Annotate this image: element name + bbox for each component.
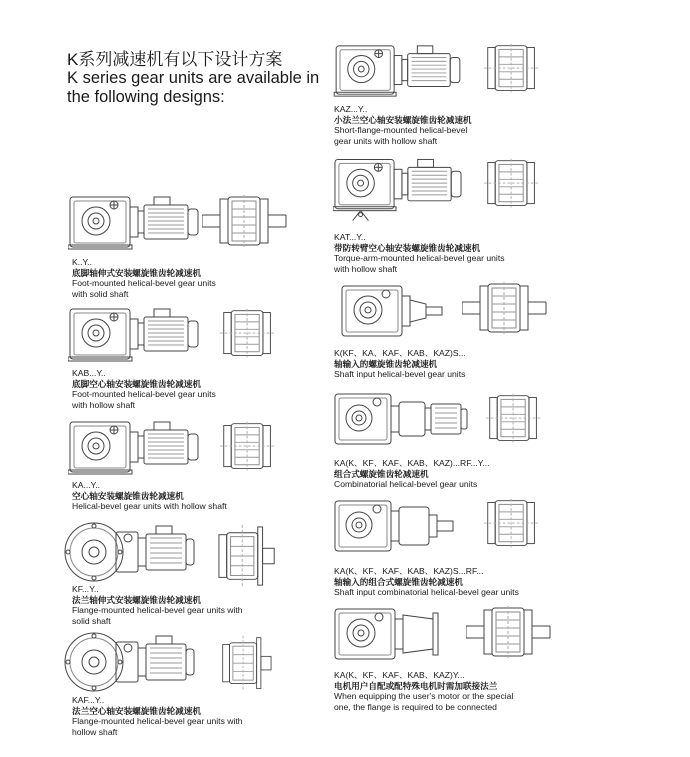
- caption-kab: [72, 368, 216, 410]
- caption-model: KA(K、KF、KAF、KAB、KAZ)S...RF...: [334, 566, 484, 576]
- caption-en: solid shaft: [72, 615, 111, 626]
- drawing-kaz-end: [484, 42, 540, 96]
- drawing-ks-side: [340, 282, 444, 340]
- caption-ks: [334, 348, 466, 380]
- caption-en: with hollow shaft: [334, 263, 398, 274]
- caption-zh: 组合式螺旋锥齿轮减速机: [334, 468, 429, 479]
- caption-zh: 空心轴安装螺旋锥齿轮减速机: [72, 490, 184, 501]
- caption-zh: 法兰空心轴安装螺旋锥齿轮减速机: [72, 705, 201, 716]
- caption-en: Flange-mounted helical-bevel gear units with: [72, 605, 243, 616]
- page-heading: [67, 50, 327, 107]
- caption-model: KAF...Y..: [72, 695, 105, 705]
- caption-model: KAT...Y..: [334, 232, 366, 242]
- drawing-ka-side: [68, 418, 200, 478]
- drawing-ka-end: [220, 420, 276, 474]
- caption-zh: 底脚空心轴安装螺旋锥齿轮减速机: [72, 378, 201, 389]
- caption-en: Combinatorial helical-bevel gear units: [334, 479, 478, 490]
- drawing-kaf-end: [218, 636, 280, 692]
- drawing-k-side: [68, 193, 200, 253]
- caption-model: K..Y..: [72, 257, 92, 267]
- drawing-kaf-side: [64, 632, 196, 694]
- caption-en: Flange-mounted helical-bevel gear units with: [72, 716, 243, 727]
- caption-kf: [72, 584, 243, 626]
- heading-en-line2: the following designs:: [67, 88, 225, 106]
- caption-kat: [334, 232, 505, 274]
- caption-en: hollow shaft: [72, 726, 118, 737]
- caption-en: with solid shaft: [72, 288, 129, 299]
- drawing-ks-end: [462, 282, 548, 336]
- caption-model: KA(K、KF、KAF、KAB、KAZ)Y...: [334, 670, 465, 680]
- caption-zh: 带防转臂空心轴安装螺旋锥齿轮减速机: [334, 242, 481, 253]
- drawing-user-motor-end: [466, 606, 552, 660]
- caption-en: Short-flange-mounted helical-bevel: [334, 125, 468, 136]
- drawing-kab-side: [68, 305, 200, 365]
- caption-zh: 轴输入的螺旋锥齿轮减速机: [334, 358, 438, 369]
- drawing-kf-side: [64, 522, 196, 584]
- caption-en: with hollow shaft: [72, 399, 136, 410]
- caption-en: Torque-arm-mounted helical-bevel gear units: [334, 253, 505, 264]
- caption-combo: [334, 458, 490, 490]
- drawing-kaz-side: [333, 42, 463, 100]
- caption-en: gear units with hollow shaft: [334, 135, 438, 146]
- caption-kaf: [72, 695, 243, 737]
- heading-zh: K系列减速机有以下设计方案: [67, 50, 283, 69]
- caption-en: Shaft input helical-bevel gear units: [334, 369, 466, 380]
- drawing-kab-end: [220, 307, 276, 361]
- caption-model: KA(K、KF、KAF、KAB、KAZ)...RF...Y...: [334, 458, 490, 468]
- caption-model: KAB...Y..: [72, 368, 106, 378]
- caption-ka: [72, 480, 227, 512]
- caption-zh: 电机用户自配或配特殊电机时需加联接法兰: [334, 680, 498, 691]
- caption-en: Foot-mounted helical-bevel gear units: [72, 278, 216, 289]
- caption-kaz: [334, 104, 472, 146]
- caption-zh: 轴输入的组合式螺旋锥齿轮减速机: [334, 576, 463, 587]
- drawing-kf-end: [218, 525, 280, 589]
- drawing-combo-shaft-end: [484, 497, 540, 551]
- caption-zh: 底脚轴伸式安装螺旋锥齿轮减速机: [72, 267, 201, 278]
- drawing-combo-shaft-side: [333, 497, 457, 559]
- caption-en: When equipping the user's motor or the special: [334, 691, 514, 702]
- drawing-user-motor-side: [333, 605, 449, 663]
- caption-model: KF...Y..: [72, 584, 99, 594]
- drawing-k-end: [202, 195, 288, 249]
- caption-user-motor: [334, 670, 513, 712]
- caption-model: K(KF、KA、KAF、KAB、KAZ)S...: [334, 348, 466, 358]
- caption-en: Foot-mounted helical-bevel gear units: [72, 389, 216, 400]
- heading-en-line1: K series gear units are available in: [67, 69, 320, 87]
- caption-zh: 小法兰空心轴安装螺旋锥齿轮减速机: [334, 114, 472, 125]
- drawing-kat-side: [333, 155, 463, 223]
- caption-zh: 法兰轴伸式安装螺旋锥齿轮减速机: [72, 594, 201, 605]
- caption-model: KAZ...Y..: [334, 104, 368, 114]
- caption-combo-shaft: [334, 566, 519, 598]
- caption-model: KA...Y..: [72, 480, 101, 490]
- drawing-kaf-combo-end: [486, 392, 542, 446]
- caption-k: [72, 257, 216, 299]
- caption-en: one, the flange is required to be connected: [334, 701, 497, 712]
- caption-en: Shaft input combinatorial helical-bevel gear units: [334, 587, 519, 598]
- drawing-kaf-combo-side: [333, 390, 469, 448]
- caption-en: Helical-bevel gear units with hollow shaft: [72, 501, 227, 512]
- drawing-kat-end: [484, 157, 540, 211]
